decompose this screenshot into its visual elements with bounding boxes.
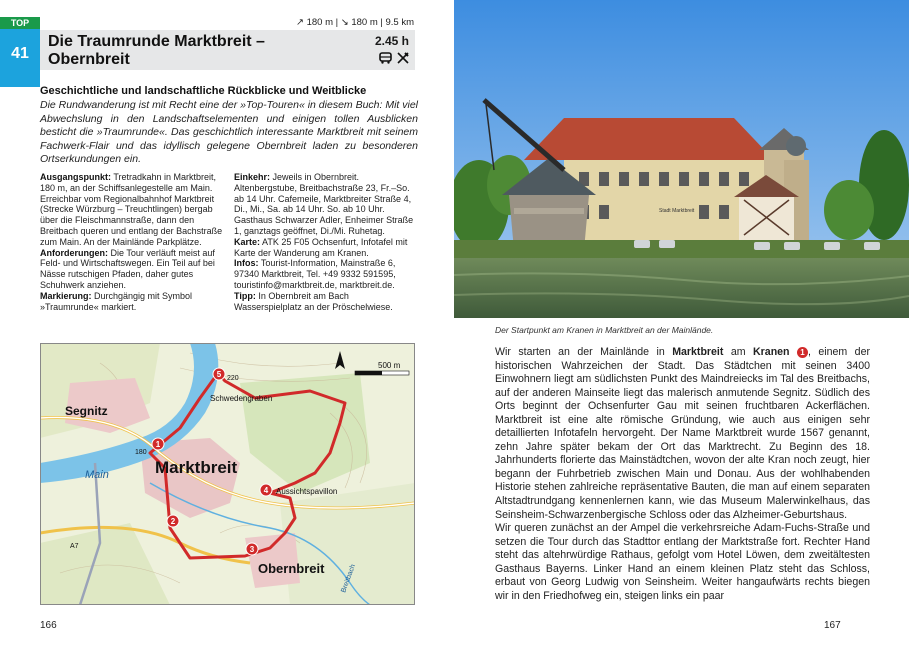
waypoint-4-label: 4 bbox=[263, 486, 269, 495]
page-number-right: 167 bbox=[824, 620, 841, 631]
tour-description bbox=[495, 346, 870, 603]
info-refreshments: Einkehr: Jeweils in Obernbreit. Altenbergstube, Breitbachstraße 23, Fr.–So. ab 14 Uhr. Cafemeile, Marktbreiter Straße 4, Di., Mi., Sa. ab 14 Uhr. So. ab 10 Uhr. Gasthaus Schwarzer Adler, Enheimer Straße 1, ganztags geöffnet, Di./Mi. Ruhetag. bbox=[234, 172, 414, 236]
description-paragraph-1: Wir starten an der Mainlände in Marktbreit am Kranen 1 , einem der historischen Wahrzeichen der Stadt. Das Städtchen mit seinen 3400 Einwohnern liegt am südlichsten Punkt des Maindreiecks im Tal des Breitbachs, auf der anderen Mainseite liegt das malerisch anmutende Segnitz. Südlich des Orts beginnt der Ochsenfurter Gau mit seinen fruchtbaren Ackerflächen. Marktbreit ist eine alte römische Gründung, wie auch aus einigen sehr detaillierten Infotafeln hervorgeht. Der Name Marktbreit wurde 1567 genannt, zehn Jahre später bekam der Ort das Marktrecht. Zu Beginn des 18. Jahrhunderts florierte das Mainstädtchen, wovon der alte Kran noch zeugt, hier begann der Fuhrbetrieb zwischen Main und Donau. Aus der wohlhabenden Historie stehen zahlreiche repräsentative Bauten, die man auf einem separaten Altstadtrundgang kennenlernen kann, wie das Museum Malerwinkelhaus, das Seinsheim-Schwarzenbergische Schloss oder das Alzheimer-Geburtshaus. bbox=[495, 346, 870, 521]
map-scale-bar bbox=[355, 371, 409, 375]
map-label-segnitz: Segnitz bbox=[65, 404, 108, 418]
info-requirements: Anforderungen: Die Tour verläuft meist auf Feld- und Wirtschaftswegen. Ein Teil auf bei Nässe rutschigen Pfaden, daher gutes Schuhwerk anziehen. bbox=[40, 247, 215, 290]
waypoint-2-label: 2 bbox=[170, 517, 176, 526]
info-start-point: Ausgangspunkt: Tretradkahn in Marktbreit, 180 m, an der Schiffsanlegestelle am Main. Erreichbar vom Regionalbahnhof Marktbreit (Strecke Würzburg – Treuchtlingen) bergab über die Fleischmannstraße, dann den Breitbach queren und entlang der Bachstraße zum Main. An der Mainlände Parkplätze. bbox=[40, 172, 223, 247]
photo-sign-text: Stadt Marktbreit bbox=[659, 208, 695, 214]
waypoint-marker-1: 1 bbox=[797, 347, 808, 358]
info-column-2 bbox=[234, 172, 416, 312]
tour-duration: 2.45 h bbox=[374, 34, 409, 48]
top-label: TOP bbox=[0, 17, 40, 29]
top-tour-badge bbox=[0, 17, 40, 69]
map-label-main: Main bbox=[85, 469, 109, 481]
title-line-2: Obernbreit bbox=[48, 51, 130, 68]
tour-title bbox=[48, 33, 328, 69]
left-page bbox=[0, 0, 454, 648]
waypoint-5-label: 5 bbox=[216, 370, 222, 379]
map-label-obernbreit: Obernbreit bbox=[258, 561, 325, 576]
info-map: Karte: ATK 25 F05 Ochsenfurt, Infotafel mit Karte der Wanderung am Kranen. bbox=[234, 236, 408, 258]
title-line-1: Die Traumrunde Marktbreit – bbox=[48, 33, 265, 50]
page-number-left: 166 bbox=[40, 620, 57, 631]
title-bar bbox=[40, 30, 415, 70]
marktbreit-crane-photo bbox=[454, 0, 909, 318]
waypoint-3-label: 3 bbox=[249, 545, 255, 554]
map-label-elev-180: 180 bbox=[135, 449, 147, 456]
map-scale-label: 500 m bbox=[378, 361, 401, 370]
photo-caption: Der Startpunkt am Kranen in Marktbreit an der Mainlände. bbox=[495, 325, 714, 335]
photo-graphic bbox=[454, 0, 909, 318]
map-label-breitbach: Breitbach bbox=[340, 563, 357, 594]
info-marking: Markierung: Durchgängig mit Symbol »Traumrunde« markiert. bbox=[40, 290, 193, 312]
map-label-marktbreit: Marktbreit bbox=[155, 458, 238, 477]
route-map-graphic bbox=[40, 343, 415, 605]
transport-icons bbox=[379, 52, 409, 67]
description-paragraph-2: Wir queren zunächst an der Ampel die verkehrsreiche Adam-Fuchs-Straße und setzen die Tour durch das Stadttor entlang der Marktstraße fort. Rechter Hand steht das altehrwürdige Rathaus, gefolgt vom Hotel Löwen, dem zweitältesten Gasthaus Bayerns. Linker Hand an einem kleinen Platz steht das Schloss, erbaut von Georg Ludwig von Seinsheim. Weiter hangaufwärts rechts biegen wir in den Friedhofweg ein, steigen links ein paar bbox=[495, 522, 870, 602]
map-label-aussichtspavillon: Aussichtspavillon bbox=[276, 487, 338, 496]
map-label-schwedengraben: Schwedengraben bbox=[210, 394, 273, 403]
tour-stats: ↗ 180 m | ↘ 180 m | 9.5 km bbox=[295, 17, 414, 28]
bus-icon bbox=[379, 52, 392, 64]
hiking-tools-icon bbox=[397, 52, 409, 64]
tour-subtitle: Geschichtliche und landschaftliche Rückblicke und Weitblicke bbox=[40, 85, 367, 97]
waypoint-1-label: 1 bbox=[155, 440, 161, 449]
map-label-a7: A7 bbox=[70, 543, 79, 550]
info-tip: Tipp: In Obernbreit am Bach Wasserspielplatz an der Pröschelwiese. bbox=[234, 290, 393, 312]
info-column-1 bbox=[40, 172, 225, 312]
tour-number: 41 bbox=[0, 29, 40, 87]
tour-intro: Die Rundwanderung ist mit Recht eine der »Top-Touren« in diesem Buch: Mit viel Abwechslung in den Landschaftselementen und einigen tollen Ausblicken besticht die »Traumrunde«. Das geschichtlich interessante Marktbreit mit seinem Fachwerk-Flair und das idyllisch gelegene Obernbreit laden zu besonderen Ortserkundungen ein. bbox=[40, 99, 419, 166]
map-label-elev-220: 220 bbox=[227, 375, 239, 382]
info-tourist-info: Infos: Tourist-Information, Mainstraße 6, 97340 Marktbreit, Tel. +49 9332 591595, touristinfo@marktbreit.de, marktbreit.de. bbox=[234, 258, 396, 290]
route-map bbox=[40, 343, 415, 605]
